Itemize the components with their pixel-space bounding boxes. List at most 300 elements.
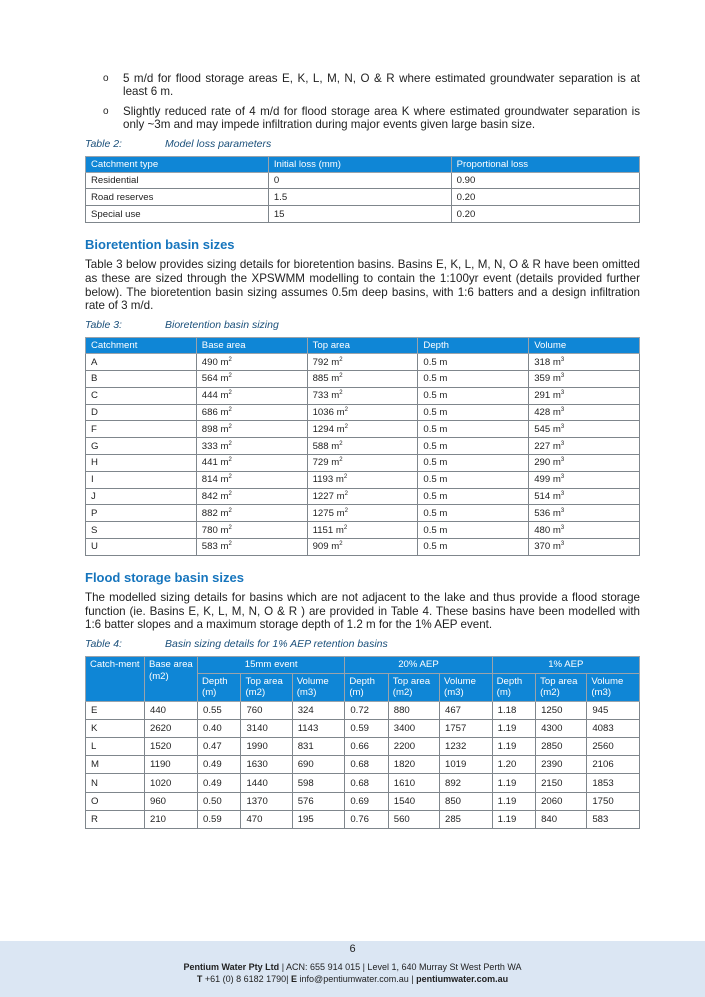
website-link[interactable]: pentiumwater.com.au (416, 974, 509, 984)
table-cell (196, 471, 307, 488)
cell-value: 359 m (534, 373, 561, 385)
table-cell: 1.19 (492, 774, 535, 792)
table-row (86, 756, 640, 774)
unit-exponent: 3 (560, 507, 565, 514)
table-cell: 440 (145, 701, 198, 719)
table2-caption-title: Model loss parameters (165, 137, 272, 150)
cell-value: 0.5 m (423, 457, 448, 469)
cell-value: F (91, 423, 97, 435)
table-cell: E (86, 701, 145, 719)
table-cell: 2150 (536, 774, 587, 792)
unit-exponent: 2 (343, 473, 348, 480)
unit-exponent: 2 (343, 524, 348, 531)
section-paragraph-flood-storage: The modelled sizing details for basins which are not adjacent to the lake and thus provide a flood storage function (ie. Basins E, K, L, M, N, O & R ) are provided in Table 4. These basins have been modelled with 1:6 batter slopes and a maximum storage depth of 1.2 m for the 1% AEP event. (85, 590, 640, 632)
bullet-mark: o (103, 105, 109, 117)
table-cell: 1232 (440, 738, 493, 756)
cell-value: 1227 m (312, 490, 345, 502)
table-cell: 2560 (587, 738, 640, 756)
table-cell (418, 387, 529, 404)
unit-exponent: 3 (560, 440, 565, 447)
table-cell (196, 454, 307, 471)
table3-body (86, 354, 640, 556)
cell-value: I (91, 474, 94, 486)
table-header-cell: Depth (m) (198, 673, 241, 701)
table-cell (196, 538, 307, 555)
table-cell: 576 (292, 792, 345, 810)
table-cell (196, 421, 307, 438)
table-cell: 690 (292, 756, 345, 774)
cell-value: 1193 m (312, 474, 344, 486)
cell-value: H (91, 457, 98, 469)
unit-exponent: 2 (339, 541, 343, 548)
table-cell (529, 505, 640, 522)
cell-value: 729 m (312, 457, 340, 469)
table-cell: 1.19 (492, 792, 535, 810)
table-cell: 945 (587, 701, 640, 719)
table-cell: 1820 (388, 756, 439, 774)
cell-value: 480 m (534, 524, 561, 536)
table2-caption-number: Table 2: (85, 137, 122, 150)
table-cell (307, 371, 418, 388)
table-cell (196, 438, 307, 455)
table-header-cell: Top area (m2) (388, 673, 439, 701)
section-heading-flood-storage: Flood storage basin sizes (85, 569, 244, 585)
table-cell: 0.90 (451, 172, 639, 189)
unit-exponent: 2 (228, 524, 232, 531)
cell-value: 290 m (534, 457, 561, 469)
table-cell: 3400 (388, 719, 439, 737)
table-header-cell: Top area (m2) (241, 673, 292, 701)
unit-exponent: 2 (228, 390, 232, 396)
table-cell: 470 (241, 810, 292, 828)
table-cell (86, 438, 197, 455)
table-cell: 598 (292, 774, 345, 792)
table-cell: 1.20 (492, 756, 535, 774)
table-cell (529, 488, 640, 505)
unit-exponent: 3 (560, 423, 565, 430)
cell-value: 514 m (534, 490, 561, 502)
bullet-item (85, 105, 640, 132)
cell-value: 0.5 m (423, 373, 448, 385)
table-row (86, 738, 640, 756)
table-cell (307, 454, 418, 471)
table-header-cell: Catch-ment (86, 657, 145, 702)
table-cell: 0.59 (198, 810, 241, 828)
table-cell (86, 404, 197, 421)
table-row (86, 719, 640, 737)
table-cell: L (86, 738, 145, 756)
table-group-header: 1% AEP (492, 657, 639, 674)
footer-contact-line (0, 973, 705, 985)
table-cell: 285 (440, 810, 493, 828)
table-header-row (86, 156, 640, 172)
table-cell (86, 371, 197, 388)
table-cell (418, 438, 529, 455)
table-cell: 1757 (440, 719, 493, 737)
table4-caption (85, 638, 640, 650)
table2-loss-parameters (85, 156, 640, 223)
table-cell (529, 438, 640, 455)
table-header-cell: Volume (529, 338, 640, 354)
table-cell: Residential (86, 172, 269, 189)
table-cell (418, 538, 529, 555)
table-header-cell: Base area (m2) (145, 657, 198, 702)
unit-exponent: 2 (228, 406, 232, 413)
table-row (86, 172, 640, 189)
table-cell (307, 421, 418, 438)
table-header-cell: Catchment type (86, 156, 269, 172)
unit-exponent: 3 (560, 356, 565, 363)
table-cell (418, 421, 529, 438)
table-cell (307, 387, 418, 404)
table-cell: 1630 (241, 756, 292, 774)
table-cell: 880 (388, 701, 439, 719)
table-cell (418, 454, 529, 471)
table-cell (86, 354, 197, 371)
cell-value: 1036 m (312, 406, 345, 418)
table-header-cell: Volume (m3) (292, 673, 345, 701)
table-cell (307, 505, 418, 522)
table-cell (307, 522, 418, 539)
table-cell (307, 354, 418, 371)
cell-value: 588 m (312, 440, 340, 452)
unit-exponent: 2 (228, 457, 232, 464)
table-row (86, 354, 640, 371)
table3-caption-title: Bioretention basin sizing (165, 319, 279, 332)
table-cell: 831 (292, 738, 345, 756)
cell-value: 1151 m (312, 524, 344, 536)
unit-exponent: 2 (228, 440, 232, 447)
unit-exponent: 2 (339, 373, 343, 380)
table-cell (529, 371, 640, 388)
cell-value: 909 m (312, 541, 340, 553)
table-cell (418, 488, 529, 505)
cell-value: 499 m (534, 474, 561, 486)
unit-exponent: 2 (228, 473, 232, 480)
table-row (86, 505, 640, 522)
table-header-cell: Proportional loss (451, 156, 639, 172)
cell-value: 370 m (534, 541, 561, 553)
table-cell: O (86, 792, 145, 810)
table-cell: 467 (440, 701, 493, 719)
company-details: | ACN: 655 914 015 | Level 1, 640 Murray St West Perth WA (281, 962, 522, 972)
table-cell (529, 404, 640, 421)
cell-value: 0.5 m (423, 541, 448, 553)
table-cell: 2390 (536, 756, 587, 774)
cell-value: 0.5 m (423, 474, 448, 486)
cell-value: 0.5 m (423, 406, 448, 418)
table-cell: 1750 (587, 792, 640, 810)
cell-value: C (91, 390, 98, 402)
table-row (86, 421, 640, 438)
cell-value: 0.5 m (423, 524, 448, 536)
cell-value: 545 m (534, 423, 561, 435)
table-cell (86, 522, 197, 539)
table2-body (86, 172, 640, 222)
table-header-cell: Volume (m3) (440, 673, 493, 701)
table-header-cell: Catchment (86, 338, 197, 354)
unit-exponent: 2 (344, 507, 348, 514)
cell-value: 1275 m (312, 507, 345, 519)
unit-exponent: 2 (228, 541, 232, 548)
cell-value: 733 m (312, 390, 340, 402)
table-header-cell: Top area (m2) (536, 673, 587, 701)
table4-caption-number: Table 4: (85, 638, 122, 651)
unit-exponent: 2 (228, 507, 232, 514)
table4-flood-basin-sizing (85, 656, 640, 829)
table-row (86, 387, 640, 404)
table3-bioretention-sizing (85, 337, 640, 556)
table-cell (307, 404, 418, 421)
table-cell: 1520 (145, 738, 198, 756)
table-cell: M (86, 756, 145, 774)
unit-exponent: 2 (339, 440, 343, 447)
table-header-cell: Base area (196, 338, 307, 354)
table-cell (418, 505, 529, 522)
email-label: E (291, 974, 298, 984)
unit-exponent: 2 (228, 490, 232, 497)
table-cell: 0.76 (345, 810, 388, 828)
cell-value: 444 m (201, 390, 229, 402)
table-cell: 1.19 (492, 810, 535, 828)
cell-value: 0.5 m (423, 356, 448, 368)
table-cell (196, 387, 307, 404)
cell-value: 428 m (534, 406, 561, 418)
table-cell: 0.55 (198, 701, 241, 719)
table-row (86, 810, 640, 828)
table-cell: 1540 (388, 792, 439, 810)
table-cell (529, 538, 640, 555)
table-cell: 560 (388, 810, 439, 828)
table-row (86, 404, 640, 421)
cell-value: U (91, 541, 98, 553)
unit-exponent: 3 (560, 457, 565, 464)
table-cell: 0.40 (198, 719, 241, 737)
table-group-header: 15mm event (198, 657, 345, 674)
table-header-cell: Initial loss (mm) (268, 156, 451, 172)
page-number: 6 (349, 943, 356, 955)
table-cell: 2850 (536, 738, 587, 756)
table-cell (196, 404, 307, 421)
table-cell: N (86, 774, 145, 792)
cell-value: 490 m (201, 356, 229, 368)
table-row (86, 522, 640, 539)
cell-value: A (91, 356, 98, 368)
cell-value: 318 m (534, 356, 561, 368)
page-footer (0, 941, 705, 997)
table3-caption-number: Table 3: (85, 319, 122, 332)
table-cell: 0.72 (345, 701, 388, 719)
table-cell (86, 454, 197, 471)
table-cell: 195 (292, 810, 345, 828)
cell-value: G (91, 440, 99, 452)
cell-value: 882 m (201, 507, 229, 519)
table-cell: 0.66 (345, 738, 388, 756)
company-name: Pentium Water Pty Ltd (183, 962, 280, 972)
table-cell: 210 (145, 810, 198, 828)
cell-value: 898 m (201, 423, 229, 435)
cell-value: 814 m (201, 474, 229, 486)
table-group-header: 20% AEP (345, 657, 492, 674)
table-cell: 0.69 (345, 792, 388, 810)
page-content (85, 72, 640, 829)
table-cell (196, 505, 307, 522)
table-cell: 1.19 (492, 738, 535, 756)
table-header-cell: Top area (307, 338, 418, 354)
table-cell: 583 (587, 810, 640, 828)
table-row (86, 438, 640, 455)
table-row (86, 371, 640, 388)
table-row (86, 701, 640, 719)
table-cell: 1143 (292, 719, 345, 737)
unit-exponent: 3 (560, 524, 565, 531)
table-cell: 4083 (587, 719, 640, 737)
table-header-cell: Depth (418, 338, 529, 354)
table-cell (307, 471, 418, 488)
table-cell: 2200 (388, 738, 439, 756)
table-cell: 1019 (440, 756, 493, 774)
unit-exponent: 3 (560, 406, 565, 413)
phone-label: T (196, 974, 203, 984)
table-row (86, 471, 640, 488)
table-cell (307, 438, 418, 455)
cell-value: 0.5 m (423, 440, 448, 452)
table-cell (86, 421, 197, 438)
table-header-row (86, 657, 640, 674)
unit-exponent: 2 (339, 356, 343, 363)
cell-value: P (91, 507, 98, 519)
table-cell: 3140 (241, 719, 292, 737)
table-cell (86, 387, 197, 404)
table-cell: 1.5 (268, 189, 451, 206)
table-cell: 2060 (536, 792, 587, 810)
cell-value: 0.5 m (423, 507, 448, 519)
bullet-text: 5 m/d for flood storage areas E, K, L, M, N, O & R where estimated groundwater separation is at least 6 m. (123, 72, 640, 99)
table-header-row (86, 338, 640, 354)
table-cell (307, 488, 418, 505)
table-header-cell: Depth (m) (492, 673, 535, 701)
table-cell: 1020 (145, 774, 198, 792)
table-cell (418, 522, 529, 539)
table-cell: K (86, 719, 145, 737)
table-cell: 840 (536, 810, 587, 828)
table-cell: 0.20 (451, 189, 639, 206)
table-cell (529, 471, 640, 488)
unit-exponent: 2 (339, 390, 343, 396)
bullet-item (85, 72, 640, 99)
table-cell: 892 (440, 774, 493, 792)
table-cell: Special use (86, 206, 269, 223)
footer-company-line (0, 961, 705, 973)
table-cell: 0.20 (451, 206, 639, 223)
phone-number: +61 (0) 8 6182 1790| (204, 974, 289, 984)
table-cell: Road reserves (86, 189, 269, 206)
unit-exponent: 3 (560, 390, 565, 396)
table-cell (86, 488, 197, 505)
table2-caption (85, 138, 640, 150)
table-cell (529, 454, 640, 471)
section-heading-bioretention: Bioretention basin sizes (85, 237, 235, 253)
unit-exponent: 3 (560, 490, 565, 497)
cell-value: 333 m (201, 440, 229, 452)
table-cell (196, 522, 307, 539)
unit-exponent: 2 (228, 356, 232, 363)
cell-value: 0.5 m (423, 490, 448, 502)
table-header-cell: Depth (m) (345, 673, 388, 701)
table-row (86, 189, 640, 206)
bullet-mark: o (103, 73, 109, 84)
table-cell (86, 538, 197, 555)
cell-value: 1294 m (312, 423, 345, 435)
table-cell: 960 (145, 792, 198, 810)
table-cell (529, 354, 640, 371)
table-row (86, 538, 640, 555)
table-row (86, 774, 640, 792)
cell-value: 792 m (312, 356, 340, 368)
cell-value: 536 m (534, 507, 561, 519)
table-cell: 1370 (241, 792, 292, 810)
table-cell (418, 354, 529, 371)
footer-separator: | (411, 974, 414, 984)
table-cell: 0.50 (198, 792, 241, 810)
bullet-list (85, 72, 640, 132)
unit-exponent: 2 (344, 490, 348, 497)
table-cell (418, 371, 529, 388)
table-cell: 760 (241, 701, 292, 719)
cell-value: 291 m (534, 390, 561, 402)
table-cell: 2620 (145, 719, 198, 737)
table-cell: 15 (268, 206, 451, 223)
table-cell (196, 354, 307, 371)
table-row (86, 206, 640, 223)
unit-exponent: 2 (344, 423, 348, 430)
table-cell (418, 471, 529, 488)
table-cell: 4300 (536, 719, 587, 737)
table-row (86, 792, 640, 810)
table-cell: R (86, 810, 145, 828)
table-cell: 1.18 (492, 701, 535, 719)
email-link[interactable]: info@pentiumwater.com.au (299, 974, 409, 984)
unit-exponent: 3 (560, 473, 565, 480)
cell-value: B (91, 373, 98, 385)
table-cell (418, 404, 529, 421)
table-cell: 0.49 (198, 774, 241, 792)
table-cell (529, 387, 640, 404)
cell-value: J (91, 490, 96, 502)
cell-value: 885 m (312, 373, 340, 385)
table-cell: 1990 (241, 738, 292, 756)
table-cell: 1853 (587, 774, 640, 792)
table-header-cell: Volume (m3) (587, 673, 640, 701)
table-cell (86, 505, 197, 522)
table-cell: 0.68 (345, 774, 388, 792)
unit-exponent: 2 (344, 406, 348, 413)
table-cell (529, 522, 640, 539)
cell-value: 780 m (201, 524, 229, 536)
table-cell: 0.59 (345, 719, 388, 737)
table-row (86, 454, 640, 471)
table-cell: 2106 (587, 756, 640, 774)
cell-value: 441 m (201, 457, 229, 469)
cell-value: 686 m (201, 406, 229, 418)
table-cell: 324 (292, 701, 345, 719)
unit-exponent: 2 (228, 373, 232, 380)
table-cell (307, 538, 418, 555)
table-cell: 0.68 (345, 756, 388, 774)
cell-value: 564 m (201, 373, 229, 385)
cell-value: S (91, 524, 98, 536)
table-cell: 850 (440, 792, 493, 810)
